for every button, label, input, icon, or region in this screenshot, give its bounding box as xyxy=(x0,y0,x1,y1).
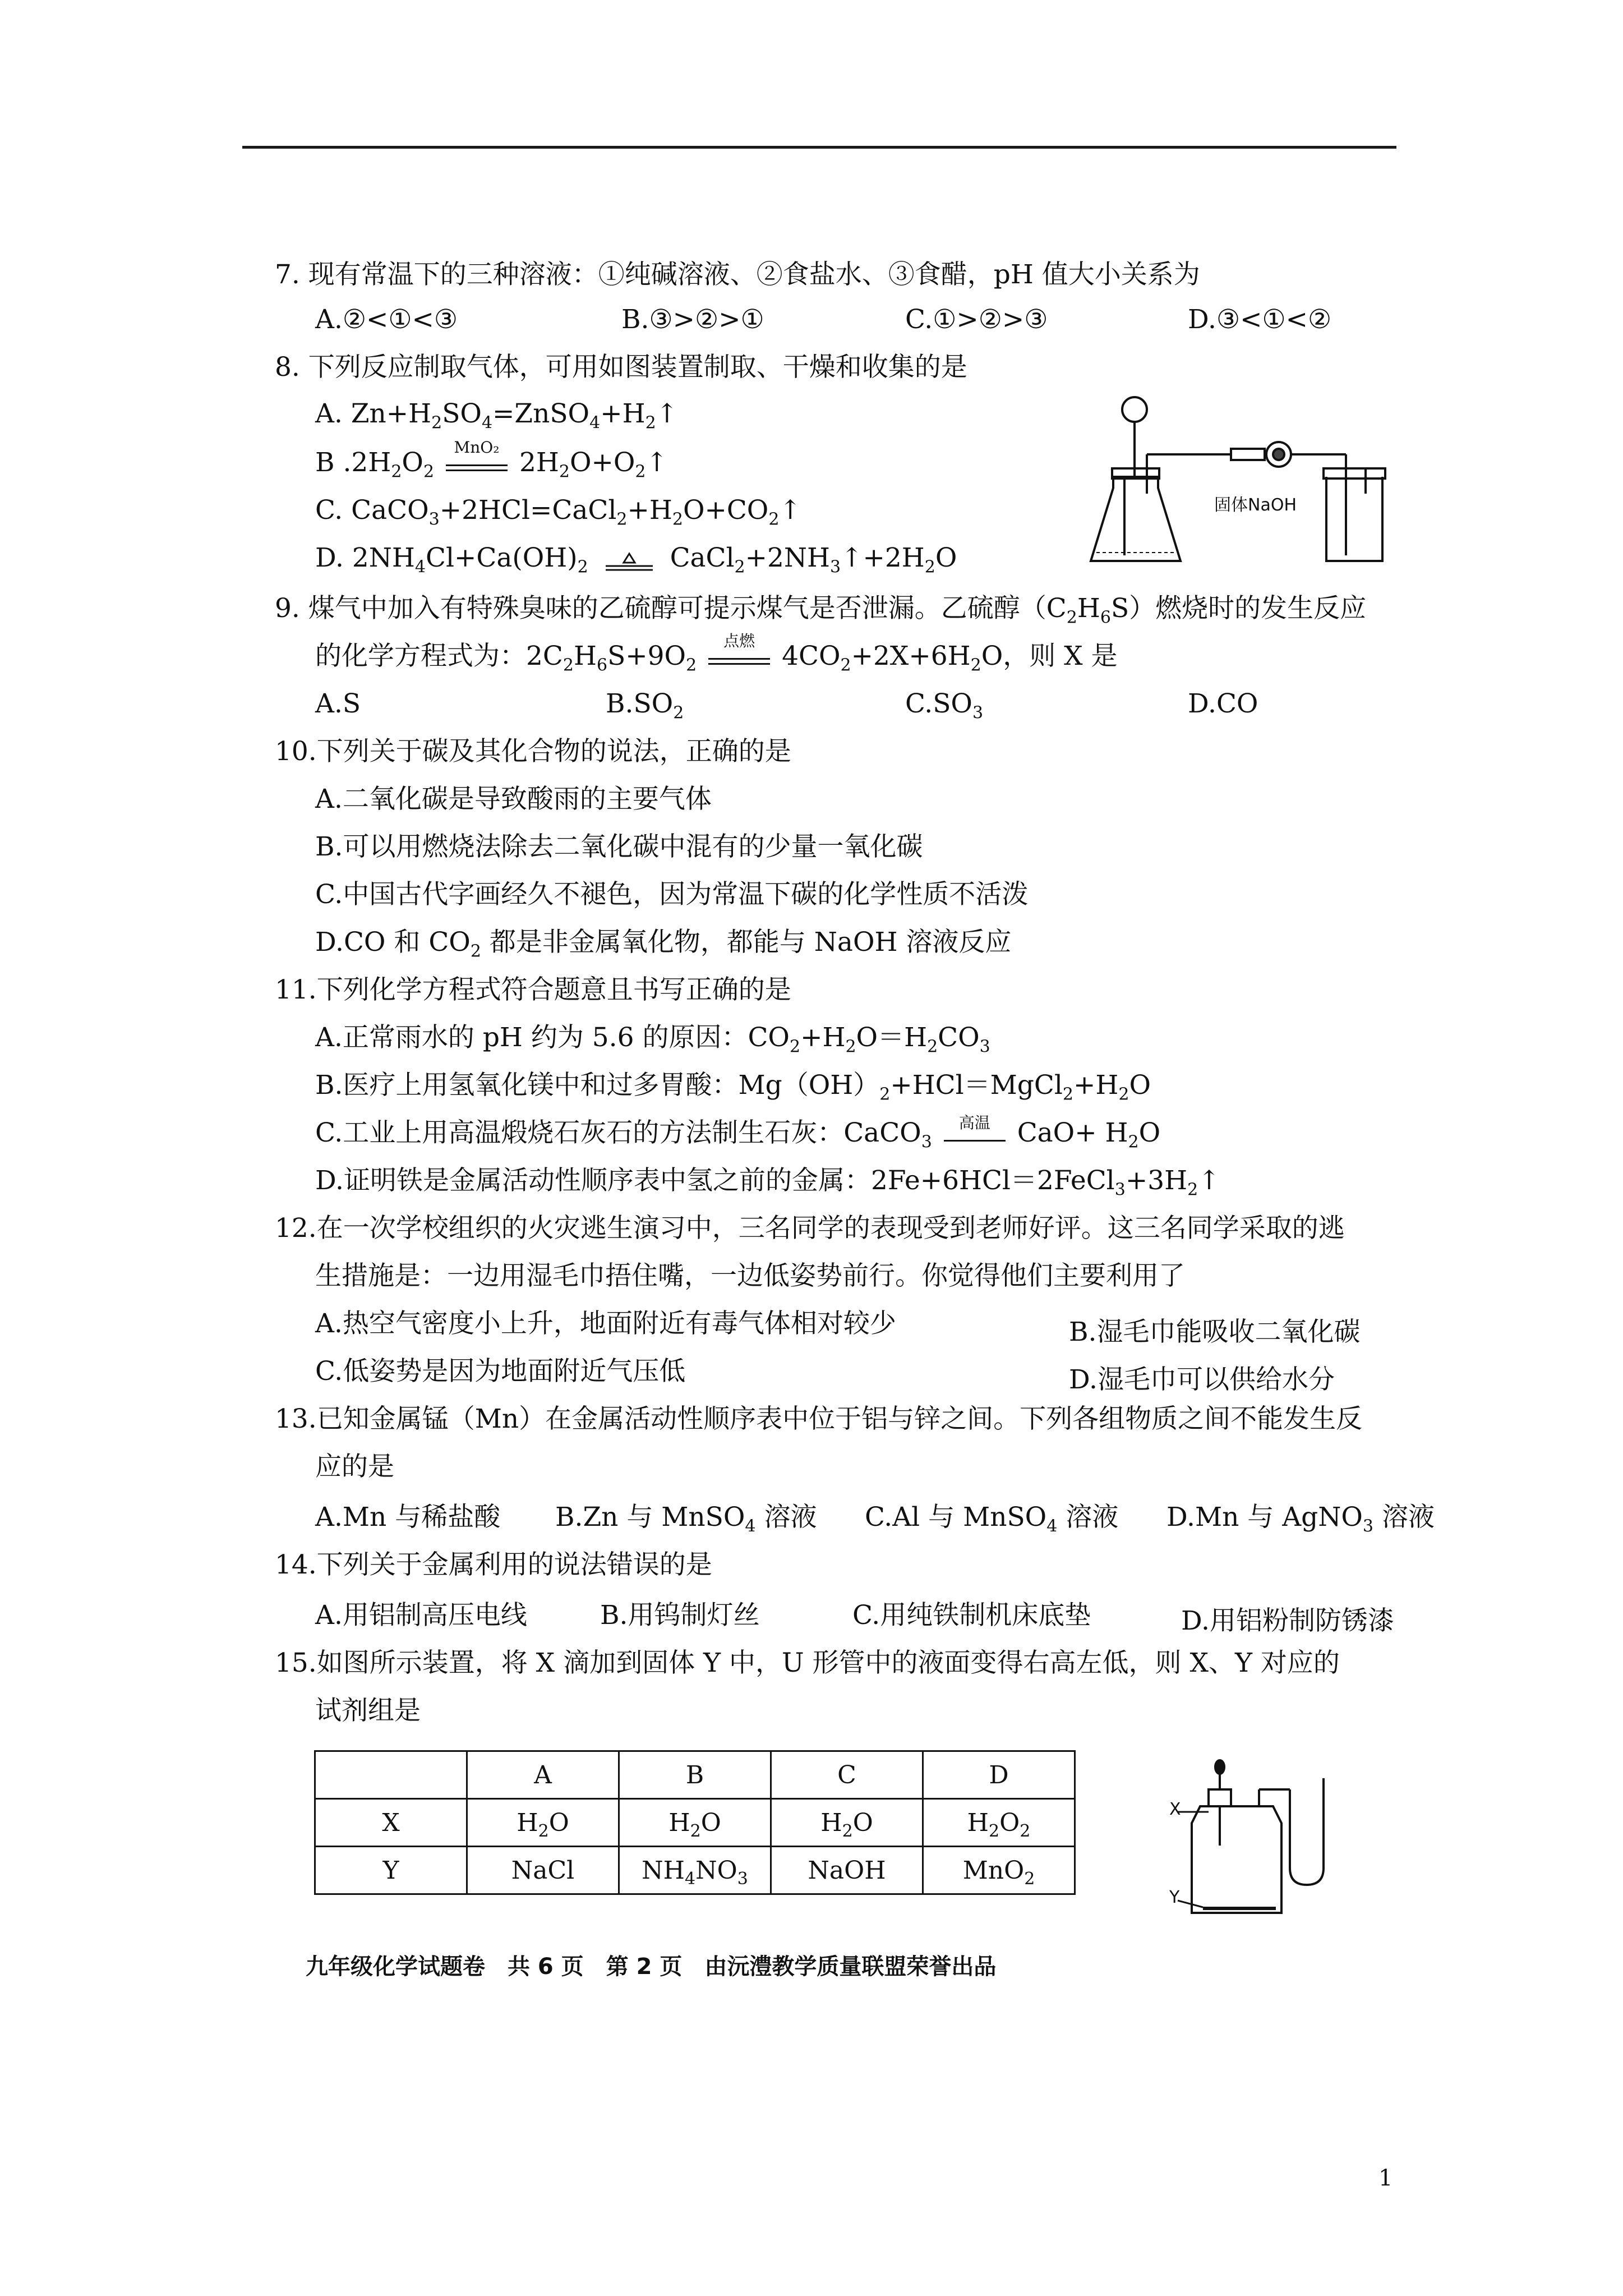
q9-option-b: $B.SO_2$ xyxy=(606,688,684,723)
q12-option-d: D.湿毛巾可以供给水分 xyxy=(1069,1364,1335,1395)
table-cell: MnO$_2$ xyxy=(923,1847,1075,1894)
table-header-cell: D xyxy=(923,1751,1075,1799)
reagent-table xyxy=(314,1750,1076,1895)
table-row xyxy=(315,1799,1075,1847)
page-number: 1 xyxy=(1378,2165,1393,2191)
table-header-cell: A xyxy=(467,1751,619,1799)
table-row-label: Y xyxy=(315,1847,467,1894)
q13-option-d: D.Mn 与 AgNO$_3$ 溶液 xyxy=(1166,1502,1435,1536)
table-cell: $H_2O$ xyxy=(619,1799,771,1847)
question-7-stem: 7. 现有常温下的三种溶液：①纯碱溶液、②食盐水、③食醋，pH 值大小关系为 xyxy=(275,259,1200,290)
fig-label-x: X xyxy=(1169,1800,1181,1819)
q9-option-d: D.CO xyxy=(1188,688,1258,719)
q13-option-a: A.Mn 与稀盐酸 xyxy=(315,1502,501,1533)
table-header-cell: B xyxy=(619,1751,771,1799)
question-9-line1: 9. 煤气中加入有特殊臭味的乙硫醇可提示煤气是否泄漏。乙硫醇$(C_2H_6S)$燃烧时的发生反应 xyxy=(275,593,1367,628)
q10-option-b: B.可以用燃烧法除去二氧化碳中混有的少量一氧化碳 xyxy=(315,831,923,862)
q10-option-c: C.中国古代字画经久不褪色，因为常温下碳的化学性质不活泼 xyxy=(315,879,1029,910)
table-header-cell: C xyxy=(771,1751,923,1799)
gas-apparatus-figure xyxy=(1085,393,1399,578)
q8-option-c: C. $CaCO_3+2HCl=CaCl_2+H_2O+CO_2↑$ xyxy=(315,495,801,530)
q13-option-b: B.Zn 与 MnSO$_4$ 溶液 xyxy=(555,1502,817,1536)
q10-option-d: D.CO 和 $CO_2$ 都是非金属氧化物，都能与 NaOH 溶液反应 xyxy=(315,927,1012,961)
page-footer: 九年级化学试题卷 共 6 页 第 2 页 由沅澧教学质量联盟荣誉出品 xyxy=(306,1954,997,1980)
fig-label-naoh: 固体NaOH xyxy=(1214,495,1297,515)
q7-option-d: D.③<①<② xyxy=(1188,304,1332,335)
question-15-line1: 15.如图所示装置，将 X 滴加到固体 Y 中，U 形管中的液面变得右高左低，则 X、Y 对应的 xyxy=(275,1648,1340,1678)
reaction-condition: 高温 xyxy=(944,1123,1006,1142)
q12-option-c: C.低姿势是因为地面附近气压低 xyxy=(315,1356,686,1387)
header-rule xyxy=(242,146,1396,149)
table-header-cell xyxy=(315,1751,467,1799)
q11-option-d: D.证明铁是金属活动性顺序表中氢之前的金属：$2Fe+6HCl=2FeCl_3+3H_2↑$ xyxy=(315,1165,1220,1200)
question-10-stem: 10.下列关于碳及其化合物的说法，正确的是 xyxy=(275,736,791,767)
q8-option-d: D. $2NH_4Cl+Ca(OH)_2$ $CaCl_2+2NH_3↑+2H_2O$ xyxy=(315,542,957,577)
table-header-row xyxy=(315,1751,1075,1799)
q9-option-a: A.S xyxy=(315,688,361,719)
q7-option-b: B.③>②>① xyxy=(621,304,764,335)
q8-option-b: B $.2H_2O_2$ MnO₂ $2H_2O+O_2↑$ xyxy=(315,438,668,482)
u-tube-apparatus-figure xyxy=(1169,1756,1360,1924)
q7-option-c: C.①>②>③ xyxy=(905,304,1048,335)
table-cell: $NH_4NO_3$ xyxy=(619,1847,771,1894)
question-12-line2: 生措施是：一边用湿毛巾捂住嘴，一边低姿势前行。你觉得他们主要利用了 xyxy=(315,1260,1185,1291)
question-15-line2: 试剂组是 xyxy=(315,1695,421,1726)
table-row xyxy=(315,1847,1075,1894)
table-cell: NaCl xyxy=(467,1847,619,1894)
q14-option-a: A.用铝制高压电线 xyxy=(315,1600,527,1631)
q12-option-b: B.湿毛巾能吸收二氧化碳 xyxy=(1069,1317,1361,1347)
table-cell: $H_2O$ xyxy=(467,1799,619,1847)
question-9-line2: 的化学方程式为：$2C_2H_6S+9O_2$ 点燃 $4CO_2+2X+6H_2O$，则 X 是 xyxy=(315,632,1118,675)
question-13-line1: 13.已知金属锰（Mn）在金属活动性顺序表中位于铝与锌之间。下列各组物质之间不能发生反 xyxy=(275,1404,1363,1434)
table-cell: $H_2O$ xyxy=(771,1799,923,1847)
heat-condition-icon xyxy=(601,549,657,571)
q7-option-a: A.②<①<③ xyxy=(315,304,458,335)
q13-option-c: C.Al 与 MnSO$_4$ 溶液 xyxy=(865,1502,1119,1536)
question-14-stem: 14.下列关于金属利用的说法错误的是 xyxy=(275,1549,712,1580)
question-13-line2: 应的是 xyxy=(315,1451,394,1482)
q14-option-c: C.用纯铁制机床底垫 xyxy=(852,1600,1091,1631)
q14-option-b: B.用钨制灯丝 xyxy=(600,1600,760,1631)
q11-option-c: C.工业上用高温煅烧石灰石的方法制生石灰：CaCO$_3$ 高温 $CaO+ H_2O$ xyxy=(315,1114,1161,1152)
q12-option-a: A.热空气密度小上升，地面附近有毒气体相对较少 xyxy=(315,1308,896,1339)
question-11-stem: 11.下列化学方程式符合题意且书写正确的是 xyxy=(275,974,791,1005)
table-cell: NaOH xyxy=(771,1847,923,1894)
reaction-condition: MnO₂ xyxy=(446,448,508,471)
q11-option-b: B.医疗上用氢氧化镁中和过多胃酸：$Mg(OH)_2+HCl=MgCl_2+H_2O$ xyxy=(315,1070,1151,1105)
question-12-line1: 12.在一次学校组织的火灾逃生演习中，三名同学的表现受到老师好评。这三名同学采取的逃 xyxy=(275,1213,1345,1244)
question-8-stem: 8. 下列反应制取气体，可用如图装置制取、干燥和收集的是 xyxy=(275,352,967,383)
table-cell: $H_2O_2$ xyxy=(923,1799,1075,1847)
q14-option-d: D.用铝粉制防锈漆 xyxy=(1181,1605,1394,1636)
q9-option-c: $C.SO_3$ xyxy=(905,688,984,723)
q10-option-a: A.二氧化碳是导致酸雨的主要气体 xyxy=(315,784,712,815)
q11-option-a: A.正常雨水的 pH 约为 5.6 的原因：$CO_2+H_2O=H_2CO_3$ xyxy=(315,1022,990,1057)
table-row-label: X xyxy=(315,1799,467,1847)
fig-label-y: Y xyxy=(1169,1888,1180,1907)
q8-option-a: A. $Zn+H_2SO_4=ZnSO_4+H_2↑$ xyxy=(315,398,679,433)
reaction-condition: 点燃 xyxy=(708,641,770,665)
